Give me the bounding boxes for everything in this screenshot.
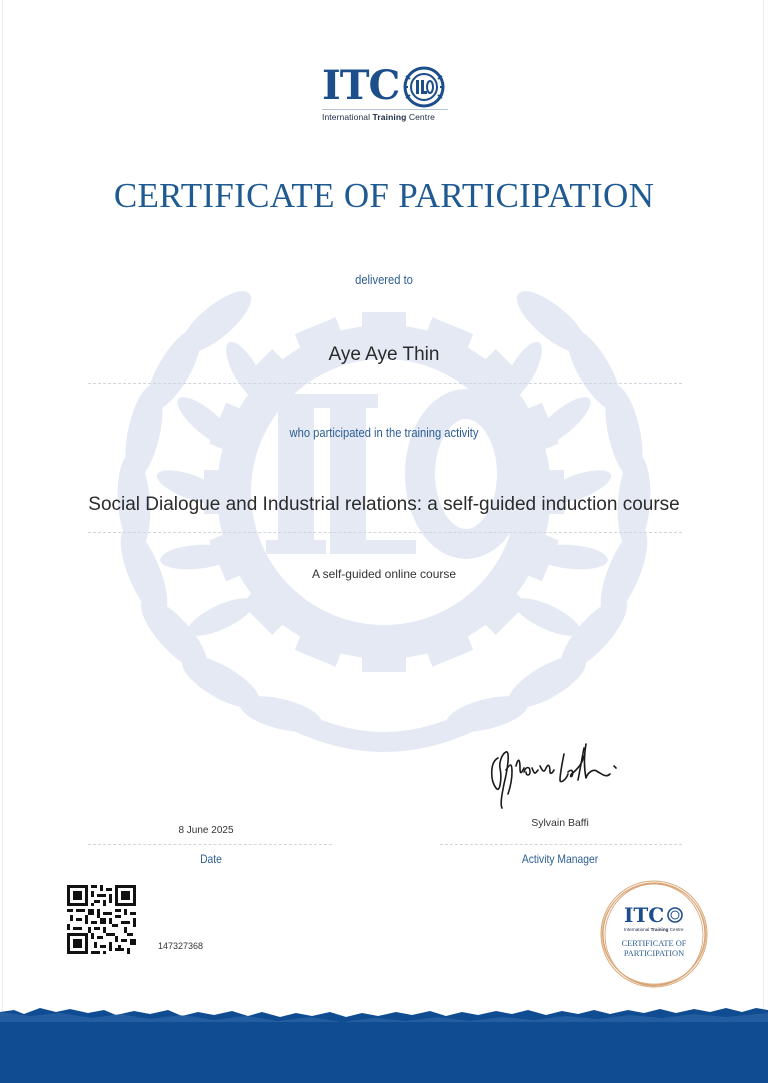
signer-role: Activity Manager	[521, 852, 599, 866]
logo-letters: ITC	[322, 62, 400, 109]
stamp-subtitle: International Training Centre	[624, 927, 684, 932]
footer-wave	[0, 1000, 768, 1083]
issue-date: 8 June 2025	[178, 825, 234, 836]
certificate-stamp	[598, 878, 710, 990]
signer-divider	[440, 844, 682, 845]
date-label: Date	[200, 852, 222, 866]
logo-subtitle: International Training Centre	[322, 112, 435, 122]
certificate-title: CERTIFICATE OF PARTICIPATION	[113, 176, 655, 215]
delivered-to-label: delivered to	[355, 272, 413, 287]
qr-code-icon	[67, 885, 136, 954]
logo-divider	[322, 109, 448, 110]
course-divider	[88, 532, 682, 533]
itc-logo	[322, 64, 452, 126]
signer-name: Sylvain Baffi	[531, 817, 589, 829]
stamp-line-1: CERTIFICATE OF	[621, 939, 687, 948]
stamp-logo: ITC	[624, 903, 665, 927]
recipient-name: Aye Aye Thin	[328, 344, 440, 365]
participated-label: who participated in the training activity	[289, 425, 479, 440]
course-title: Social Dialogue and Industrial relations: a self-guided induction course	[88, 494, 680, 515]
certificate-number: 147327368	[158, 941, 204, 951]
stamp-line-2: PARTICIPATION	[623, 949, 685, 958]
name-divider	[88, 383, 682, 384]
course-type: A self-guided online course	[311, 567, 457, 581]
signature-image	[486, 728, 636, 810]
date-divider	[88, 844, 332, 845]
ilo-seal-icon	[402, 66, 446, 108]
